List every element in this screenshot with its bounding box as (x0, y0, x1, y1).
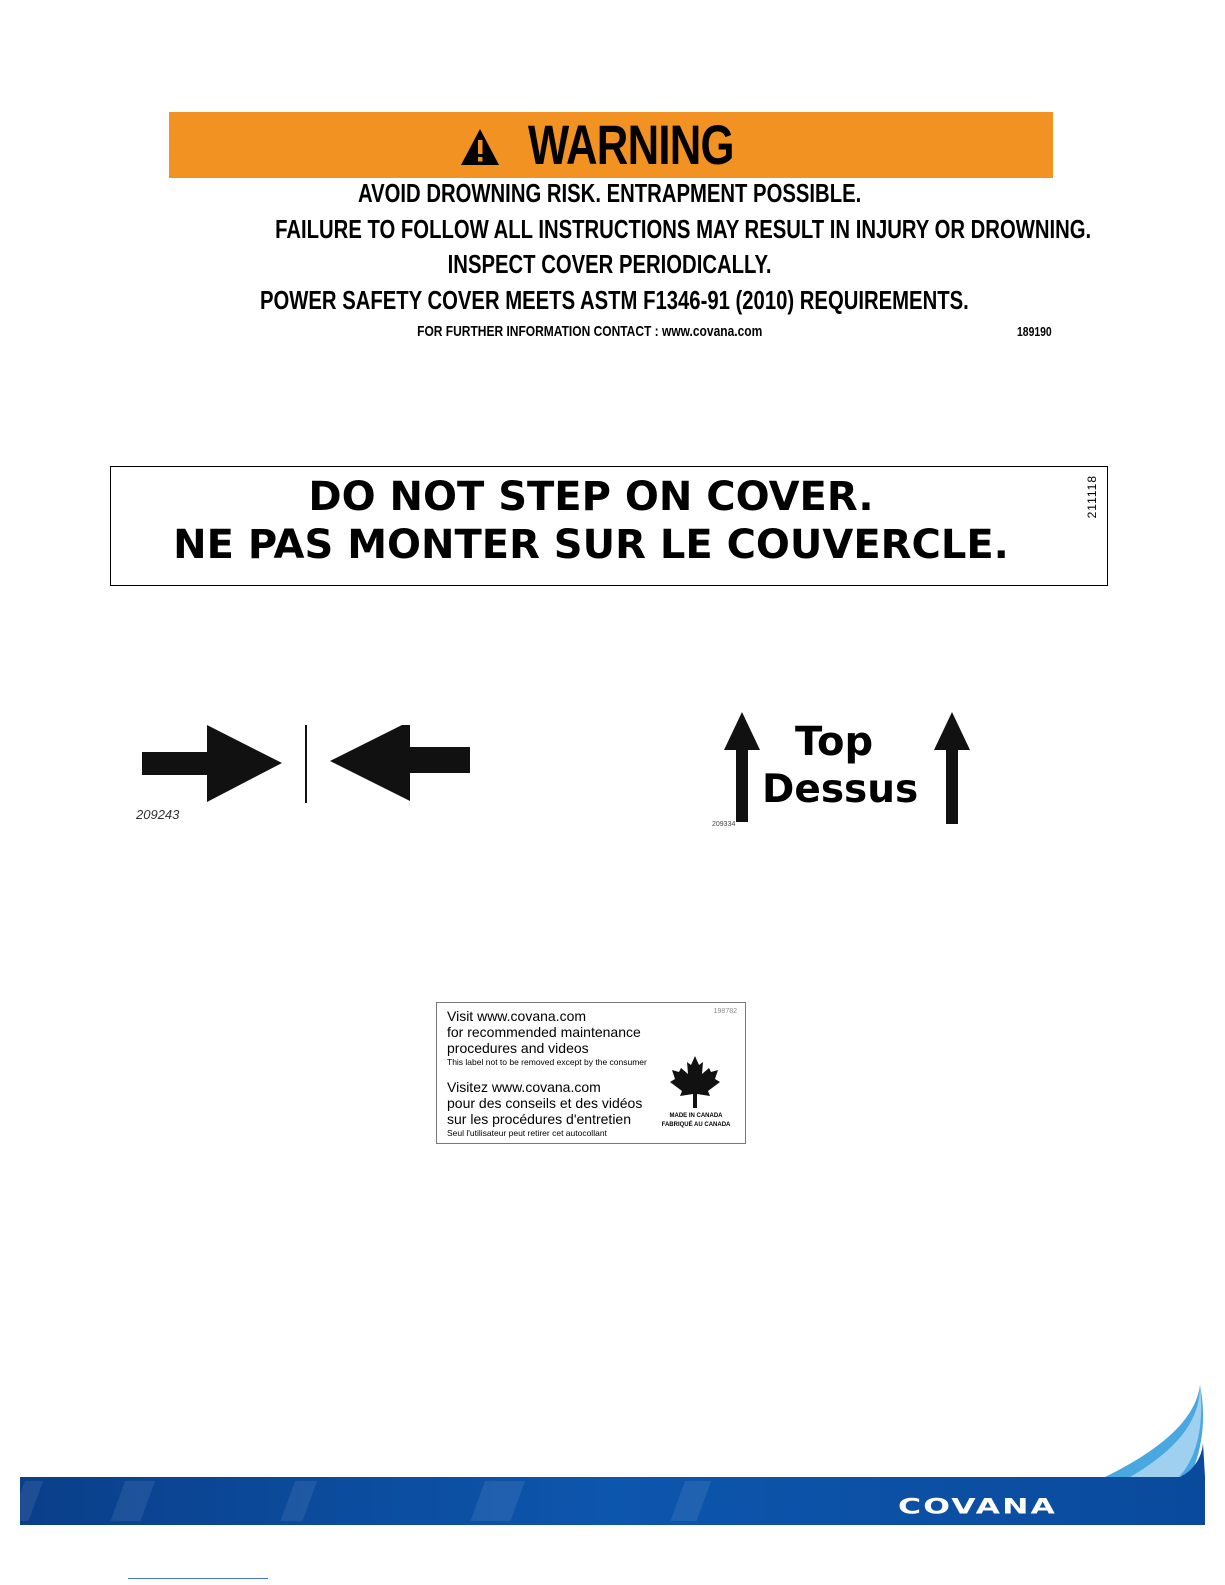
center-line (305, 725, 307, 803)
maintenance-label-code: 198782 (713, 1008, 737, 1015)
step-label-french: NE PAS MONTER SUR LE COUVERCLE. (173, 522, 1009, 568)
footer-underline (128, 1578, 268, 1579)
maintenance-fr-note: Seul l'utilisateur peut retirer cet autocollant (447, 1128, 607, 1138)
warning-title: WARNING (528, 113, 734, 176)
warning-line-4: POWER SAFETY COVER MEETS ASTM F1346-91 (2010) REQUIREMENTS. (259, 285, 969, 315)
arrow-up-icon (934, 712, 970, 824)
maintenance-fr-line-2: pour des conseils et des vidéos (447, 1095, 643, 1111)
maintenance-fr-line-1: Visitez www.covana.com (447, 1079, 601, 1095)
arrow-right-icon (142, 725, 282, 802)
warning-line-1: AVOID DROWNING RISK. ENTRAPMENT POSSIBLE. (358, 178, 862, 208)
warning-triangle-icon (459, 127, 501, 167)
maintenance-en-line-2: for recommended maintenance (447, 1024, 641, 1040)
maintenance-label (436, 1002, 746, 1144)
footer-banner (0, 1385, 1225, 1585)
made-in-canada-text: MADE IN CANADA (669, 1113, 723, 1119)
warning-label-code: 189190 (1017, 324, 1052, 339)
warning-banner (169, 112, 1053, 178)
maintenance-en-line-1: Visit www.covana.com (447, 1008, 587, 1024)
maintenance-fr-line-3: sur les procédures d'entretien (447, 1111, 631, 1127)
brand-logo: COVANA (898, 1494, 1058, 1520)
step-label-code: 211118 (1085, 475, 1099, 519)
warning-line-2: FAILURE TO FOLLOW ALL INSTRUCTIONS MAY RESULT IN INJURY OR DROWNING. (275, 214, 1092, 244)
arrow-left-icon (330, 725, 470, 801)
step-label-english: DO NOT STEP ON COVER. (308, 474, 874, 520)
maintenance-en-line-3: procedures and videos (447, 1040, 589, 1056)
maintenance-en-note: This label not to be removed except by the consumer (447, 1057, 647, 1067)
alignment-arrows-label (135, 725, 480, 825)
dessus-text: Dessus (762, 767, 919, 812)
arrow-up-icon (724, 712, 760, 822)
arrows-label-code: 209243 (136, 807, 180, 822)
warning-line-3: INSPECT COVER PERIODICALLY. (448, 249, 772, 279)
top-label-code: 209334 (712, 821, 736, 828)
warning-contact: FOR FURTHER INFORMATION CONTACT : www.covana.com (417, 323, 763, 340)
do-not-step-label (110, 466, 1108, 586)
top-text: Top (795, 719, 874, 765)
maple-leaf-icon (669, 1055, 721, 1109)
fabrique-au-canada-text: FABRIQUÉ AU CANADA (661, 1122, 731, 1128)
